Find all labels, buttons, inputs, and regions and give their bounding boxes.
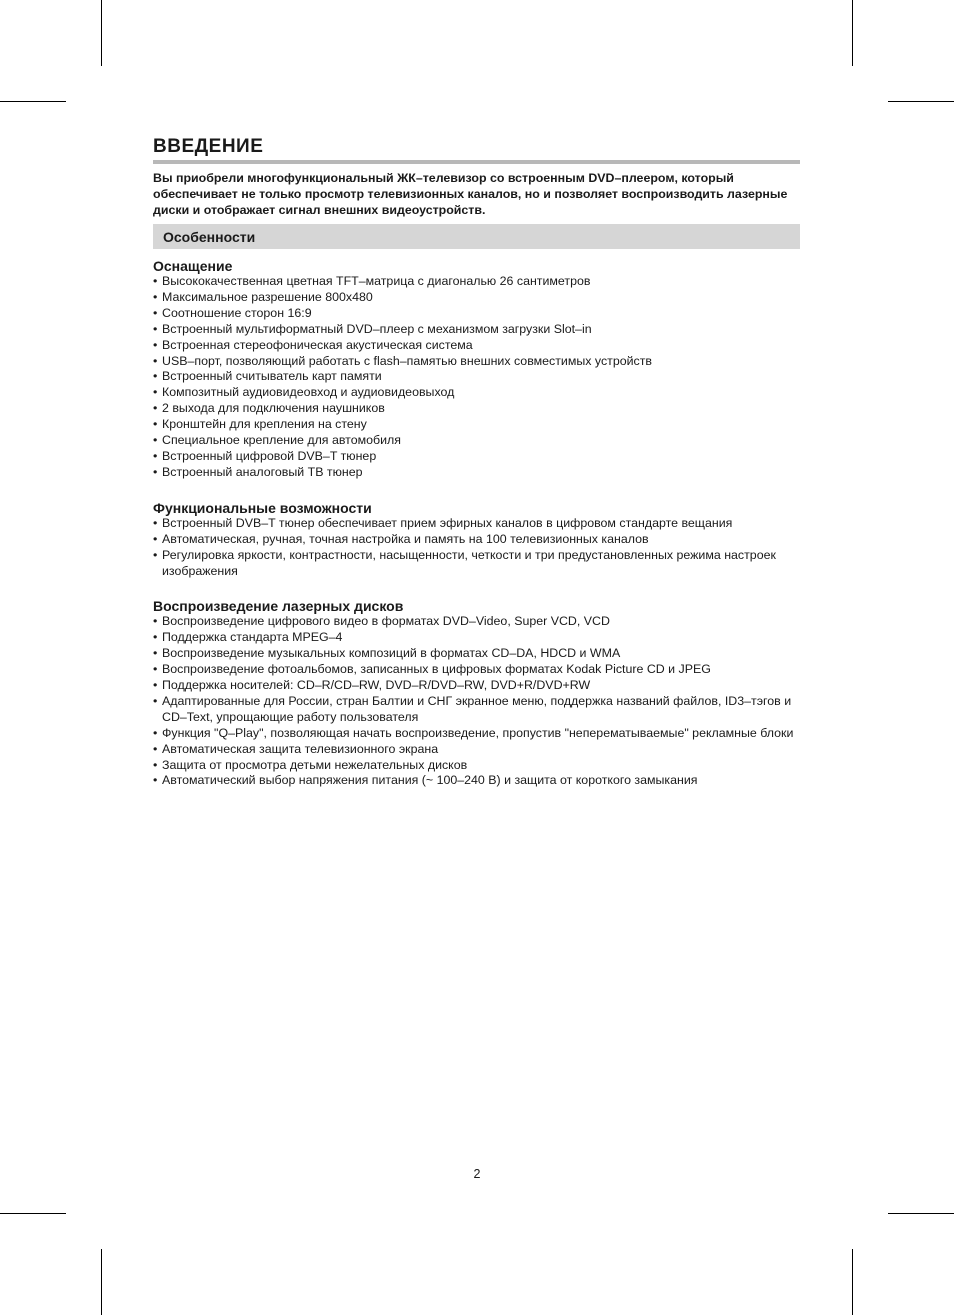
list-item: • Встроенный DVB–T тюнер обеспечивает прием эфирных каналов в цифровом стандарте вещания [153, 516, 800, 532]
crop-mark-top-left-horizontal [0, 101, 66, 102]
list-item: • Поддержка стандарта MPEG–4 [153, 630, 800, 646]
list-item: • Встроенная стереофоническая акустическая система [153, 338, 800, 354]
list-item: • Встроенный мультиформатный DVD–плеер с механизмом загрузки Slot–in [153, 322, 800, 338]
page-content [153, 136, 800, 789]
list-item: • Воспроизведение музыкальных композиций в форматах CD–DA, HDCD и WMA [153, 646, 800, 662]
intro-paragraph: Вы приобрели многофункциональный ЖК–телевизор со встроенным DVD–плеером, который обеспечивает не только просмотр телевизионных каналов, но и позволяет воспроизводить лазерные диски и отображает сигнал внешних видеоустройств. [153, 171, 788, 217]
list-item: • Встроенный цифровой DVB–T тюнер [153, 449, 800, 465]
bullet-list [153, 614, 800, 789]
page-title: ВВЕДЕНИЕ [153, 136, 264, 157]
list-item: • Встроенный аналоговый ТВ тюнер [153, 465, 800, 481]
crop-mark-top-right-vertical [852, 0, 853, 66]
crop-mark-bottom-right-vertical [852, 1249, 853, 1315]
sections-container [153, 258, 800, 789]
list-item: • 2 выхода для подключения наушников [153, 401, 800, 417]
list-item: • Максимальное разрешение 800x480 [153, 290, 800, 306]
list-item: • Встроенный считыватель карт памяти [153, 369, 800, 385]
title-underline [153, 160, 800, 164]
list-item: • USB–порт, позволяющий работать с flash–памятью внешних совместимых устройств [153, 354, 800, 370]
list-item: • Регулировка яркости, контрастности, насыщенности, четкости и три предустановленных режима настроек изображения [153, 548, 800, 580]
list-item: • Соотношение сторон 16:9 [153, 306, 800, 322]
list-item: • Высококачественная цветная TFT–матрица с диагональю 26 сантиметров [153, 274, 800, 290]
list-item: • Автоматическая, ручная, точная настройка и память на 100 телевизионных каналов [153, 532, 800, 548]
list-item: • Автоматический выбор напряжения питания (~ 100–240 В) и защита от короткого замыкания [153, 773, 800, 789]
page-number: 2 [473, 1167, 481, 1181]
crop-mark-bottom-right-horizontal [888, 1213, 954, 1214]
section-heading: Функциональные возможности [153, 499, 372, 516]
crop-mark-top-left-vertical [101, 0, 102, 66]
list-item: • Воспроизведение цифрового видео в форматах DVD–Video, Super VCD, VCD [153, 614, 800, 630]
list-item: • Автоматическая защита телевизионного экрана [153, 742, 800, 758]
list-item: • Адаптированные для России, стран Балтии и СНГ экранное меню, поддержка названий файлов, ID3–тэгов и CD–Text, упрощающие работу пользователя [153, 694, 800, 726]
section-heading: Воспроизведение лазерных дисков [153, 598, 404, 615]
list-item: • Кронштейн для крепления на стену [153, 417, 800, 433]
crop-mark-bottom-left-horizontal [0, 1213, 66, 1214]
features-band [153, 224, 800, 249]
bullet-list [153, 516, 800, 580]
crop-mark-top-right-horizontal [888, 101, 954, 102]
list-item: • Специальное крепление для автомобиля [153, 433, 800, 449]
list-item: • Функция "Q–Play", позволяющая начать воспроизведение, пропустив "неперематываемые" рекламные блоки [153, 726, 800, 742]
crop-mark-bottom-left-vertical [101, 1249, 102, 1315]
list-item: • Композитный аудиовидеовход и аудиовидеовыход [153, 385, 800, 401]
section-heading: Оснащение [153, 258, 233, 274]
bullet-list [153, 274, 800, 481]
list-item: • Защита от просмотра детьми нежелательных дисков [153, 758, 800, 774]
list-item: • Поддержка носителей: CD–R/CD–RW, DVD–R/DVD–RW, DVD+R/DVD+RW [153, 678, 800, 694]
list-item: • Воспроизведение фотоальбомов, записанных в цифровых форматах Kodak Picture CD и JPEG [153, 662, 800, 678]
features-band-label: Особенности [163, 228, 256, 245]
